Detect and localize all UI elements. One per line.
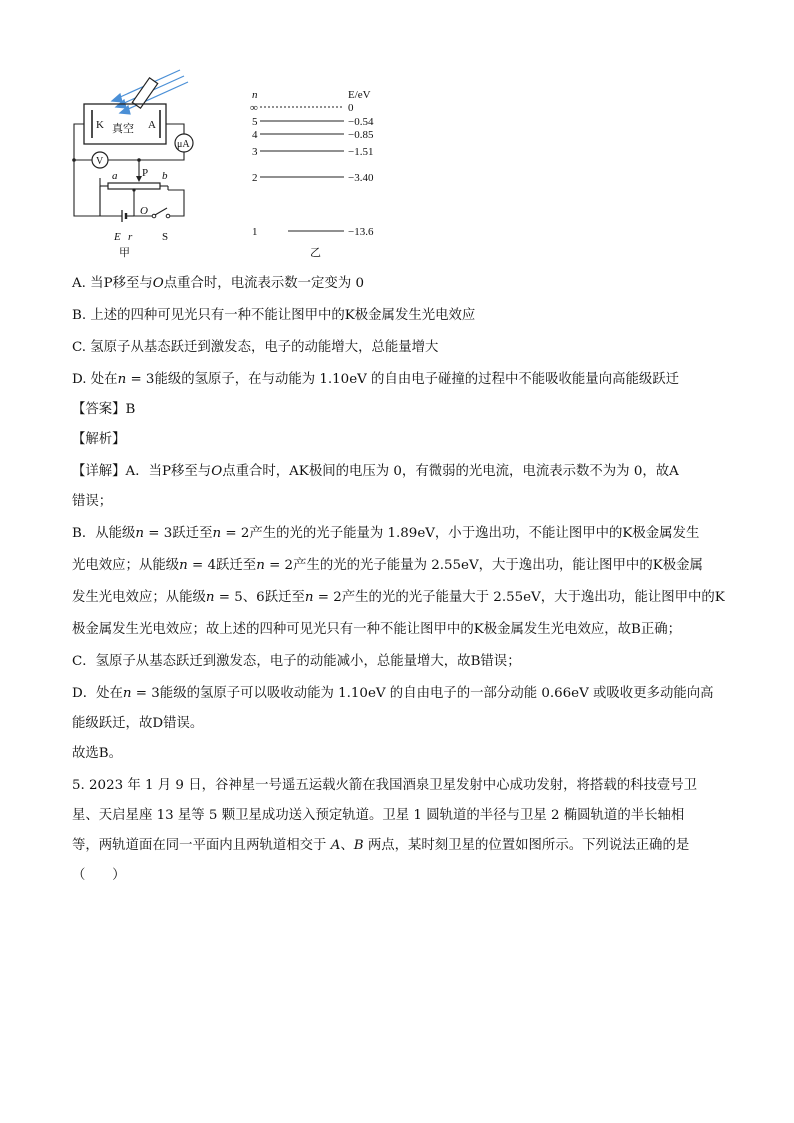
- rheostat: [108, 183, 160, 189]
- caption-yi: 乙: [310, 247, 321, 259]
- level-e-1: −13.6: [348, 226, 374, 238]
- emf-label: E: [114, 231, 121, 243]
- level-e-4: −0.85: [348, 129, 374, 141]
- end-a-label: a: [112, 170, 118, 182]
- question5-line-4: （ ）: [72, 868, 126, 883]
- anode-label: A: [148, 119, 156, 131]
- explanation-line-6: 极金属发生光电效应；故上述的四种可见光只有一种不能让图甲中的K极金属发生光电效应，故B正确；: [72, 622, 682, 637]
- internal-r-label: r: [128, 231, 133, 243]
- midpoint-label: O: [140, 205, 148, 217]
- option-d: D. 处在n = 3能级的氢原子，在与动能为 1.10eV 的自由电子碰撞的过程中不能吸收能量向高能级跃迁: [72, 372, 680, 387]
- question5-line-1: 5. 2023 年 1 月 9 日，谷神星一号遥五运载火箭在我国酒泉卫星发射中心成功发射，将搭载的科技壹号卫: [72, 778, 698, 793]
- level-n-1: 1: [252, 226, 258, 238]
- explanation-line-9: 能级跃迁，故D错误。: [72, 716, 204, 731]
- level-n-label: n: [252, 89, 258, 101]
- explanation-line-1: 【详解】A．当P移至与O点重合时，AK极间的电压为 0，有微弱的光电流，电流表示数不为为 0，故A: [72, 464, 679, 479]
- level-e-5: −0.54: [348, 116, 374, 128]
- analysis-title: 【解析】: [72, 432, 126, 447]
- level-e-inf: 0: [348, 102, 354, 114]
- level-e-label: E/eV: [348, 89, 371, 101]
- explanation-line-4: 光电效应；从能级n = 4跃迁至n = 2产生的光的光子能量为 2.55eV，大于逸出功，能让图甲中的K极金属: [72, 558, 703, 573]
- level-n-inf: ∞: [250, 102, 258, 114]
- explanation-line-5: 发生光电效应；从能级n = 5、6跃迁至n = 2产生的光的光子能量大于 2.55eV，大于逸出功，能让图甲中的K: [72, 590, 725, 605]
- explanation-line-2: 错误；: [72, 494, 113, 509]
- level-n-3: 3: [252, 146, 258, 158]
- conclusion: 故选B。: [72, 746, 123, 761]
- voltmeter-label: V: [96, 156, 104, 167]
- option-c: C. 氢原子从基态跃迁到激发态，电子的动能增大，总能量增大: [72, 340, 439, 355]
- option-a: A. 当P移至与O点重合时，电流表示数一定变为 0: [72, 276, 364, 291]
- slider-label: P: [142, 167, 149, 179]
- vacuum-label: 真空: [112, 123, 134, 135]
- level-e-2: −3.40: [348, 172, 374, 184]
- caption-jia: 甲: [119, 247, 130, 259]
- explanation-line-8: D．处在n = 3能级的氢原子可以吸收动能为 1.10eV 的自由电子的一部分动能 0.66eV 或吸收更多动能向高: [72, 686, 714, 701]
- question5-line-2: 星、天启星座 13 星等 5 颗卫星成功送入预定轨道。卫星 1 圆轨道的半径与卫星 2 椭圆轨道的半长轴相: [72, 808, 685, 823]
- level-n-4: 4: [252, 129, 258, 141]
- ammeter-label: μA: [177, 139, 190, 150]
- question5-line-3: 等，两轨道面在同一平面内且两轨道相交于 A、B 两点，某时刻卫星的位置如图所示。下列说法正确的是: [72, 838, 690, 853]
- circuit-wires: [74, 124, 184, 216]
- answer: 【答案】B: [72, 402, 136, 417]
- explanation-line-7: C．氢原子从基态跃迁到激发态，电子的动能减小，总能量增大，故B错误；: [72, 654, 521, 669]
- option-b: B. 上述的四种可见光只有一种不能让图甲中的K极金属发生光电效应: [72, 308, 476, 323]
- end-b-label: b: [162, 170, 168, 182]
- explanation-line-3: B．从能级n = 3跃迁至n = 2产生的光的光子能量为 1.89eV，小于逸出功，不能让图甲中的K极金属发生: [72, 526, 700, 541]
- level-n-5: 5: [252, 116, 258, 128]
- level-e-3: −1.51: [348, 146, 374, 158]
- switch-label: S: [162, 231, 169, 243]
- level-n-2: 2: [252, 172, 258, 184]
- figure: [62, 66, 392, 266]
- switch: [155, 208, 167, 215]
- figure-svg: [62, 66, 392, 266]
- cathode-label: K: [96, 119, 104, 131]
